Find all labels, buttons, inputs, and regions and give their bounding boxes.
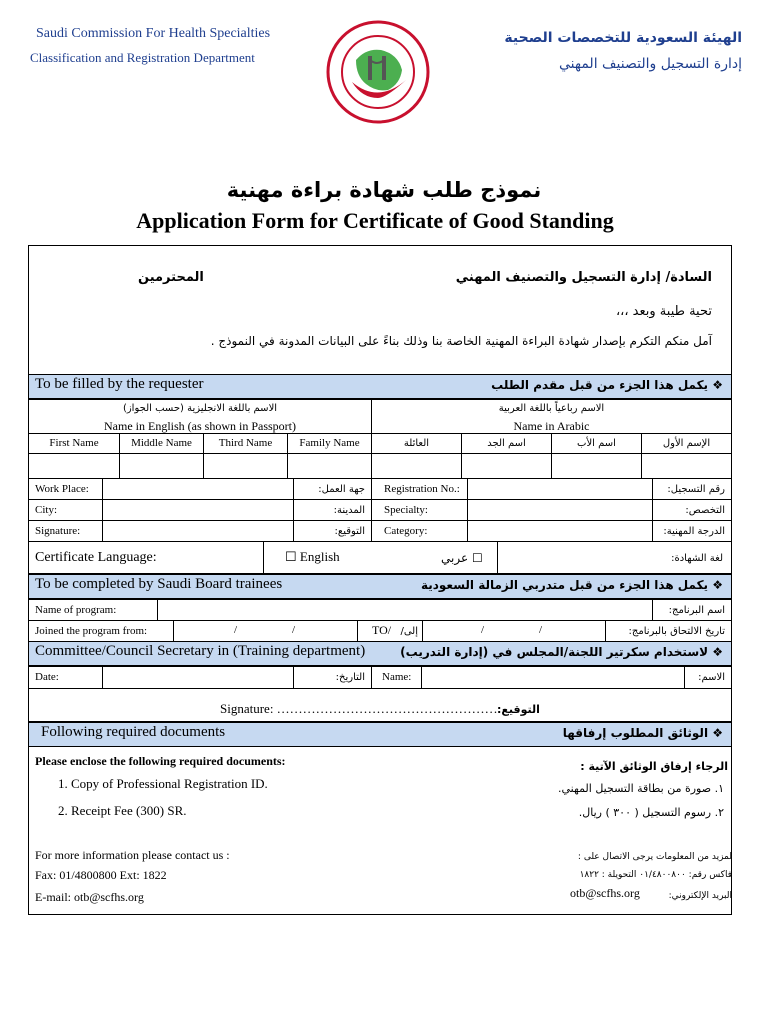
family-ar-input[interactable] xyxy=(371,453,462,479)
checkbox-icon: ☐ xyxy=(471,551,483,565)
committee-signature-en: Signature: …………………………………………… xyxy=(220,701,498,716)
grandfather-ar-input[interactable] xyxy=(461,453,552,479)
col-middle-name: Middle Name xyxy=(119,433,204,454)
work-place-label-cell: Work Place: xyxy=(28,478,103,500)
contact-fax-en: Fax: 01/4800800 Ext: 1822 xyxy=(35,868,167,882)
city-label-cell: City: xyxy=(28,499,103,521)
signature-input[interactable] xyxy=(102,520,294,542)
section-committee xyxy=(28,641,732,666)
section-requester-ar: ❖ يكمل هذا الجزء من قبل مقدم الطلب xyxy=(491,378,723,392)
committee-name-ar-cell: الاسم: xyxy=(684,666,732,689)
contact-email-en: E-mail: otb@scfhs.org xyxy=(35,890,144,904)
city-input[interactable] xyxy=(102,499,294,521)
contact-intro-ar: لمزيد من المعلومات يرجى الاتصال على : xyxy=(577,852,732,862)
cert-lang-label-en: Certificate Language: xyxy=(35,550,157,565)
third-name-input[interactable] xyxy=(203,453,288,479)
col-first-ar: الإسم الأول xyxy=(641,433,732,454)
contact-fax-ar: فاكس رقم: ٠١/٤٨٠٠٨٠٠ التحويلة : ١٨٢٢ xyxy=(579,870,732,880)
letter-respected: المحترمين xyxy=(138,270,204,285)
letter-addressee: السادة/ إدارة التسجيل والتصنيف المهني xyxy=(455,270,712,285)
section-requester-en: To be filled by the requester xyxy=(35,376,204,392)
joined-from-date-input[interactable]: / / xyxy=(173,620,358,642)
committee-name-input[interactable] xyxy=(421,666,685,689)
program-name-label-cell: Name of program: xyxy=(28,599,158,621)
form-title-en: Application Form for Certificate of Good Standing xyxy=(136,208,614,233)
org-name-ar: الهيئة السعودية للتخصصات الصحية xyxy=(504,30,742,46)
category-input[interactable] xyxy=(467,520,653,542)
joined-label-cell: Joined the program from: xyxy=(28,620,174,642)
middle-name-input[interactable] xyxy=(119,453,204,479)
committee-date-input[interactable] xyxy=(102,666,294,689)
joined-ar-cell: تاريخ الالتحاق بالبرنامج: xyxy=(605,620,732,642)
to-label-cell: TO/ إلى/ xyxy=(357,620,423,642)
signature-label-cell: Signature: xyxy=(28,520,103,542)
program-name-ar-cell: اسم البرنامج: xyxy=(652,599,732,621)
col-father-ar: اسم الأب xyxy=(551,433,642,454)
section-requester xyxy=(28,374,732,399)
option-arabic[interactable]: ☐ عربي xyxy=(441,551,483,565)
col-grandfather-ar: اسم الجد xyxy=(461,433,552,454)
joined-to-date-input[interactable]: / / xyxy=(422,620,606,642)
certificate-language-row xyxy=(28,541,732,574)
registration-ar-cell: رقم التسجيل: xyxy=(652,478,732,500)
city-ar-cell: المدينة: xyxy=(293,499,372,521)
col-first-name: First Name xyxy=(28,433,120,454)
work-place-ar-cell: جهة العمل: xyxy=(293,478,372,500)
committee-signature-row xyxy=(28,688,732,722)
checkbox-icon: ☐ xyxy=(285,549,297,564)
section-trainees xyxy=(28,574,732,599)
section-documents-ar: ❖ الوثائق المطلوب إرفاقها xyxy=(562,726,723,740)
specialty-input[interactable] xyxy=(467,499,653,521)
work-place-input[interactable] xyxy=(102,478,294,500)
section-documents-en: Following required documents xyxy=(41,724,226,740)
cert-lang-label-ar: لغة الشهادة: xyxy=(671,553,723,564)
form-title-ar: نموذج طلب شهادة براءة مهنية xyxy=(226,178,542,202)
col-family-name: Family Name xyxy=(287,433,372,454)
date-label-cell: Date: xyxy=(28,666,103,689)
col-family-ar: العائلة xyxy=(371,433,462,454)
dept-name-en: Classification and Registration Department xyxy=(30,50,255,65)
doc-item-1-ar: ١. صورة من بطاقة التسجيل المهني. xyxy=(558,782,724,795)
family-name-input[interactable] xyxy=(287,453,372,479)
program-name-input[interactable] xyxy=(157,599,653,621)
doc-item-1-en: 1. Copy of Professional Registration ID. xyxy=(58,776,268,791)
docs-intro-en: Please enclose the following required documents: xyxy=(35,754,286,768)
first-name-input[interactable] xyxy=(28,453,120,479)
letter-greeting: تحية طيبة وبعد ،،، xyxy=(615,304,712,319)
doc-item-2-en: 2. Receipt Fee (300) SR. xyxy=(58,803,187,818)
dept-name-ar: إدارة التسجيل والتصنيف المهني xyxy=(558,56,742,72)
name-en-header: الاسم باللغة الانجليزية (حسب الجواز) Name in English (as shown in Passport) xyxy=(28,399,372,434)
letter-body: آمل منكم التكرم بإصدار شهادة البراءة المهنية الخاصة بنا وذلك بناءً على البيانات المدونة في النموذج . xyxy=(210,334,712,348)
date-ar-cell: التاريخ: xyxy=(293,666,372,689)
section-documents xyxy=(28,722,732,747)
category-ar-cell: الدرجة المهنية: xyxy=(652,520,732,542)
docs-intro-ar: الرجاء إرفاق الوثائق الآتية : xyxy=(580,760,728,773)
registration-input[interactable] xyxy=(467,478,653,500)
org-name-en: Saudi Commission For Health Specialties xyxy=(36,26,271,41)
col-third-name: Third Name xyxy=(203,433,288,454)
contact-intro-en: For more information please contact us : xyxy=(35,848,230,862)
section-trainees-en: To be completed by Saudi Board trainees xyxy=(35,576,283,592)
committee-signature-ar: التوقيع: xyxy=(497,703,540,716)
specialty-label-cell: Specialty: xyxy=(371,499,468,521)
first-ar-input[interactable] xyxy=(641,453,732,479)
section-trainees-ar: ❖ يكمل هذا الجزء من قبل متدربي الزمالة السعودية xyxy=(420,578,723,592)
scfhs-logo-icon xyxy=(326,20,430,124)
father-ar-input[interactable] xyxy=(551,453,642,479)
section-committee-en: Committee/Council Secretary in (Training department) xyxy=(35,643,366,659)
category-label-cell: Category: xyxy=(371,520,468,542)
signature-ar-cell: التوقيع: xyxy=(293,520,372,542)
section-committee-ar: ❖ لاستخدام سكرتير اللجنة/المجلس في (إدارة التدريب) xyxy=(400,645,723,659)
option-english[interactable]: ☐ English xyxy=(285,549,340,564)
committee-name-label-cell: Name: xyxy=(371,666,422,689)
name-ar-header: الاسم رباعياً باللغة العربية Name in Arabic xyxy=(371,399,732,434)
doc-item-2-ar: ٢. رسوم التسجيل ( ٣٠٠ ) ريال. xyxy=(578,806,724,819)
registration-label-cell: Registration No.: xyxy=(371,478,468,500)
contact-email-ar: البريد الإلكتروني: xyxy=(668,891,732,901)
contact-email-address[interactable]: otb@scfhs.org xyxy=(570,886,640,900)
specialty-ar-cell: التخصص: xyxy=(652,499,732,521)
